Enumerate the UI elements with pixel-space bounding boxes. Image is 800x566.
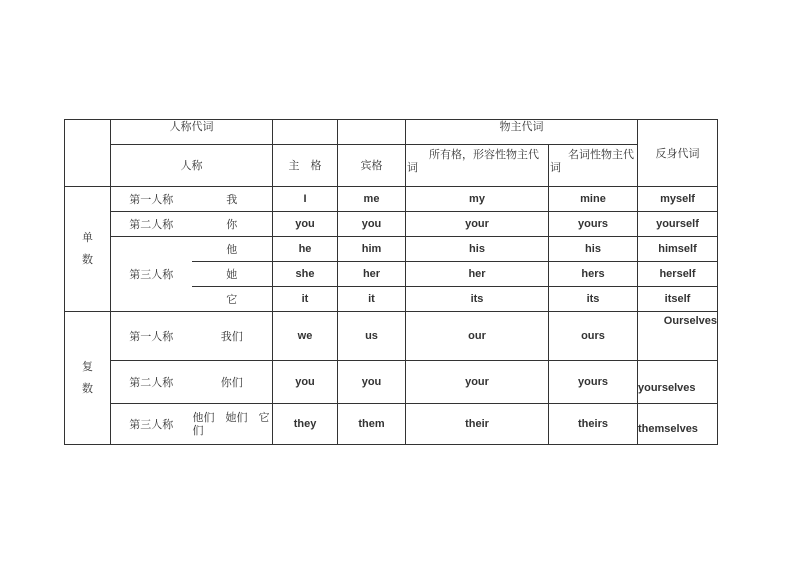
adjective-possessive-cell: its (406, 287, 549, 312)
object-cell: you (338, 212, 406, 237)
table-row (65, 212, 718, 237)
reflexive-cell: itself (638, 287, 718, 312)
subject-cell: he (273, 237, 338, 262)
person-label: 第三人称 (111, 237, 192, 312)
adjective-possessive-label: 所有格，形容性物主代词 (407, 148, 539, 174)
subject-cell: we (273, 312, 338, 361)
table-row (65, 237, 718, 262)
table-row (65, 361, 718, 404)
object-cell: it (338, 287, 406, 312)
noun-possessive-label: 名词性物主代词 (550, 148, 634, 174)
plural-group-label (65, 312, 111, 445)
subject-header: 主 格 (273, 145, 338, 187)
chinese-pronoun: 你们 (192, 361, 273, 404)
person-label: 第二人称 (111, 212, 192, 237)
reflexive-cell: themselves (638, 404, 718, 445)
noun-possessive-cell: theirs (549, 404, 638, 445)
chinese-pronoun: 我们 (192, 312, 273, 361)
reflexive-cell: Ourselves (638, 312, 718, 361)
singular-char-2: 数 (82, 253, 93, 266)
adjective-possessive-cell: her (406, 262, 549, 287)
person-label: 第三人称 (111, 404, 192, 445)
chinese-pronoun: 你 (192, 212, 273, 237)
personal-pronoun-header: 人称代词 (111, 120, 273, 145)
singular-char-1: 单 (82, 231, 93, 244)
noun-possessive-cell: ours (549, 312, 638, 361)
adjective-possessive-cell: our (406, 312, 549, 361)
adjective-possessive-cell: my (406, 187, 549, 212)
plural-char-1: 复 (82, 360, 93, 373)
reflexive-cell: yourself (638, 212, 718, 237)
subject-cell: you (273, 212, 338, 237)
pronoun-table (64, 119, 718, 445)
noun-possessive-header (549, 145, 638, 187)
subject-cell: you (273, 361, 338, 404)
noun-possessive-cell: his (549, 237, 638, 262)
subject-cell: I (273, 187, 338, 212)
adjective-possessive-cell: your (406, 212, 549, 237)
plural-char-2: 数 (82, 382, 93, 395)
corner-cell (65, 120, 111, 187)
header-row-1 (65, 120, 718, 145)
person-label: 第一人称 (111, 187, 192, 212)
object-cell: her (338, 262, 406, 287)
chinese-pronoun: 它 (192, 287, 273, 312)
adjective-possessive-cell: his (406, 237, 549, 262)
reflexive-cell: herself (638, 262, 718, 287)
reflexive-cell: myself (638, 187, 718, 212)
subject-cell: they (273, 404, 338, 445)
subject-cell: she (273, 262, 338, 287)
chinese-pronoun (192, 404, 273, 445)
object-cell: him (338, 237, 406, 262)
object-cell: them (338, 404, 406, 445)
blank-header-cell (273, 120, 338, 145)
object-cell: us (338, 312, 406, 361)
blank-header-cell (338, 120, 406, 145)
noun-possessive-cell: yours (549, 361, 638, 404)
adjective-possessive-cell: your (406, 361, 549, 404)
chinese-pronoun: 我 (192, 187, 273, 212)
person-header: 人称 (111, 145, 273, 187)
possessive-pronoun-header: 物主代词 (406, 120, 638, 145)
noun-possessive-cell: mine (549, 187, 638, 212)
table-row (65, 404, 718, 445)
table-row (65, 312, 718, 361)
adjective-possessive-cell: their (406, 404, 549, 445)
reflexive-header: 反身代词 (638, 120, 718, 187)
chinese-pronoun: 他 (192, 237, 273, 262)
noun-possessive-cell: its (549, 287, 638, 312)
reflexive-cell: himself (638, 237, 718, 262)
reflexive-cell: yourselves (638, 361, 718, 404)
noun-possessive-cell: yours (549, 212, 638, 237)
chinese-pronoun: 她 (192, 262, 273, 287)
person-label: 第一人称 (111, 312, 192, 361)
noun-possessive-cell: hers (549, 262, 638, 287)
person-label: 第二人称 (111, 361, 192, 404)
header-row-2 (65, 145, 718, 187)
singular-group-label (65, 187, 111, 312)
chinese-pronoun-text: 他们 她们 它们 (192, 411, 270, 437)
object-cell: you (338, 361, 406, 404)
table-row (65, 187, 718, 212)
object-cell: me (338, 187, 406, 212)
object-header: 宾格 (338, 145, 406, 187)
adjective-possessive-header (406, 145, 549, 187)
subject-cell: it (273, 287, 338, 312)
